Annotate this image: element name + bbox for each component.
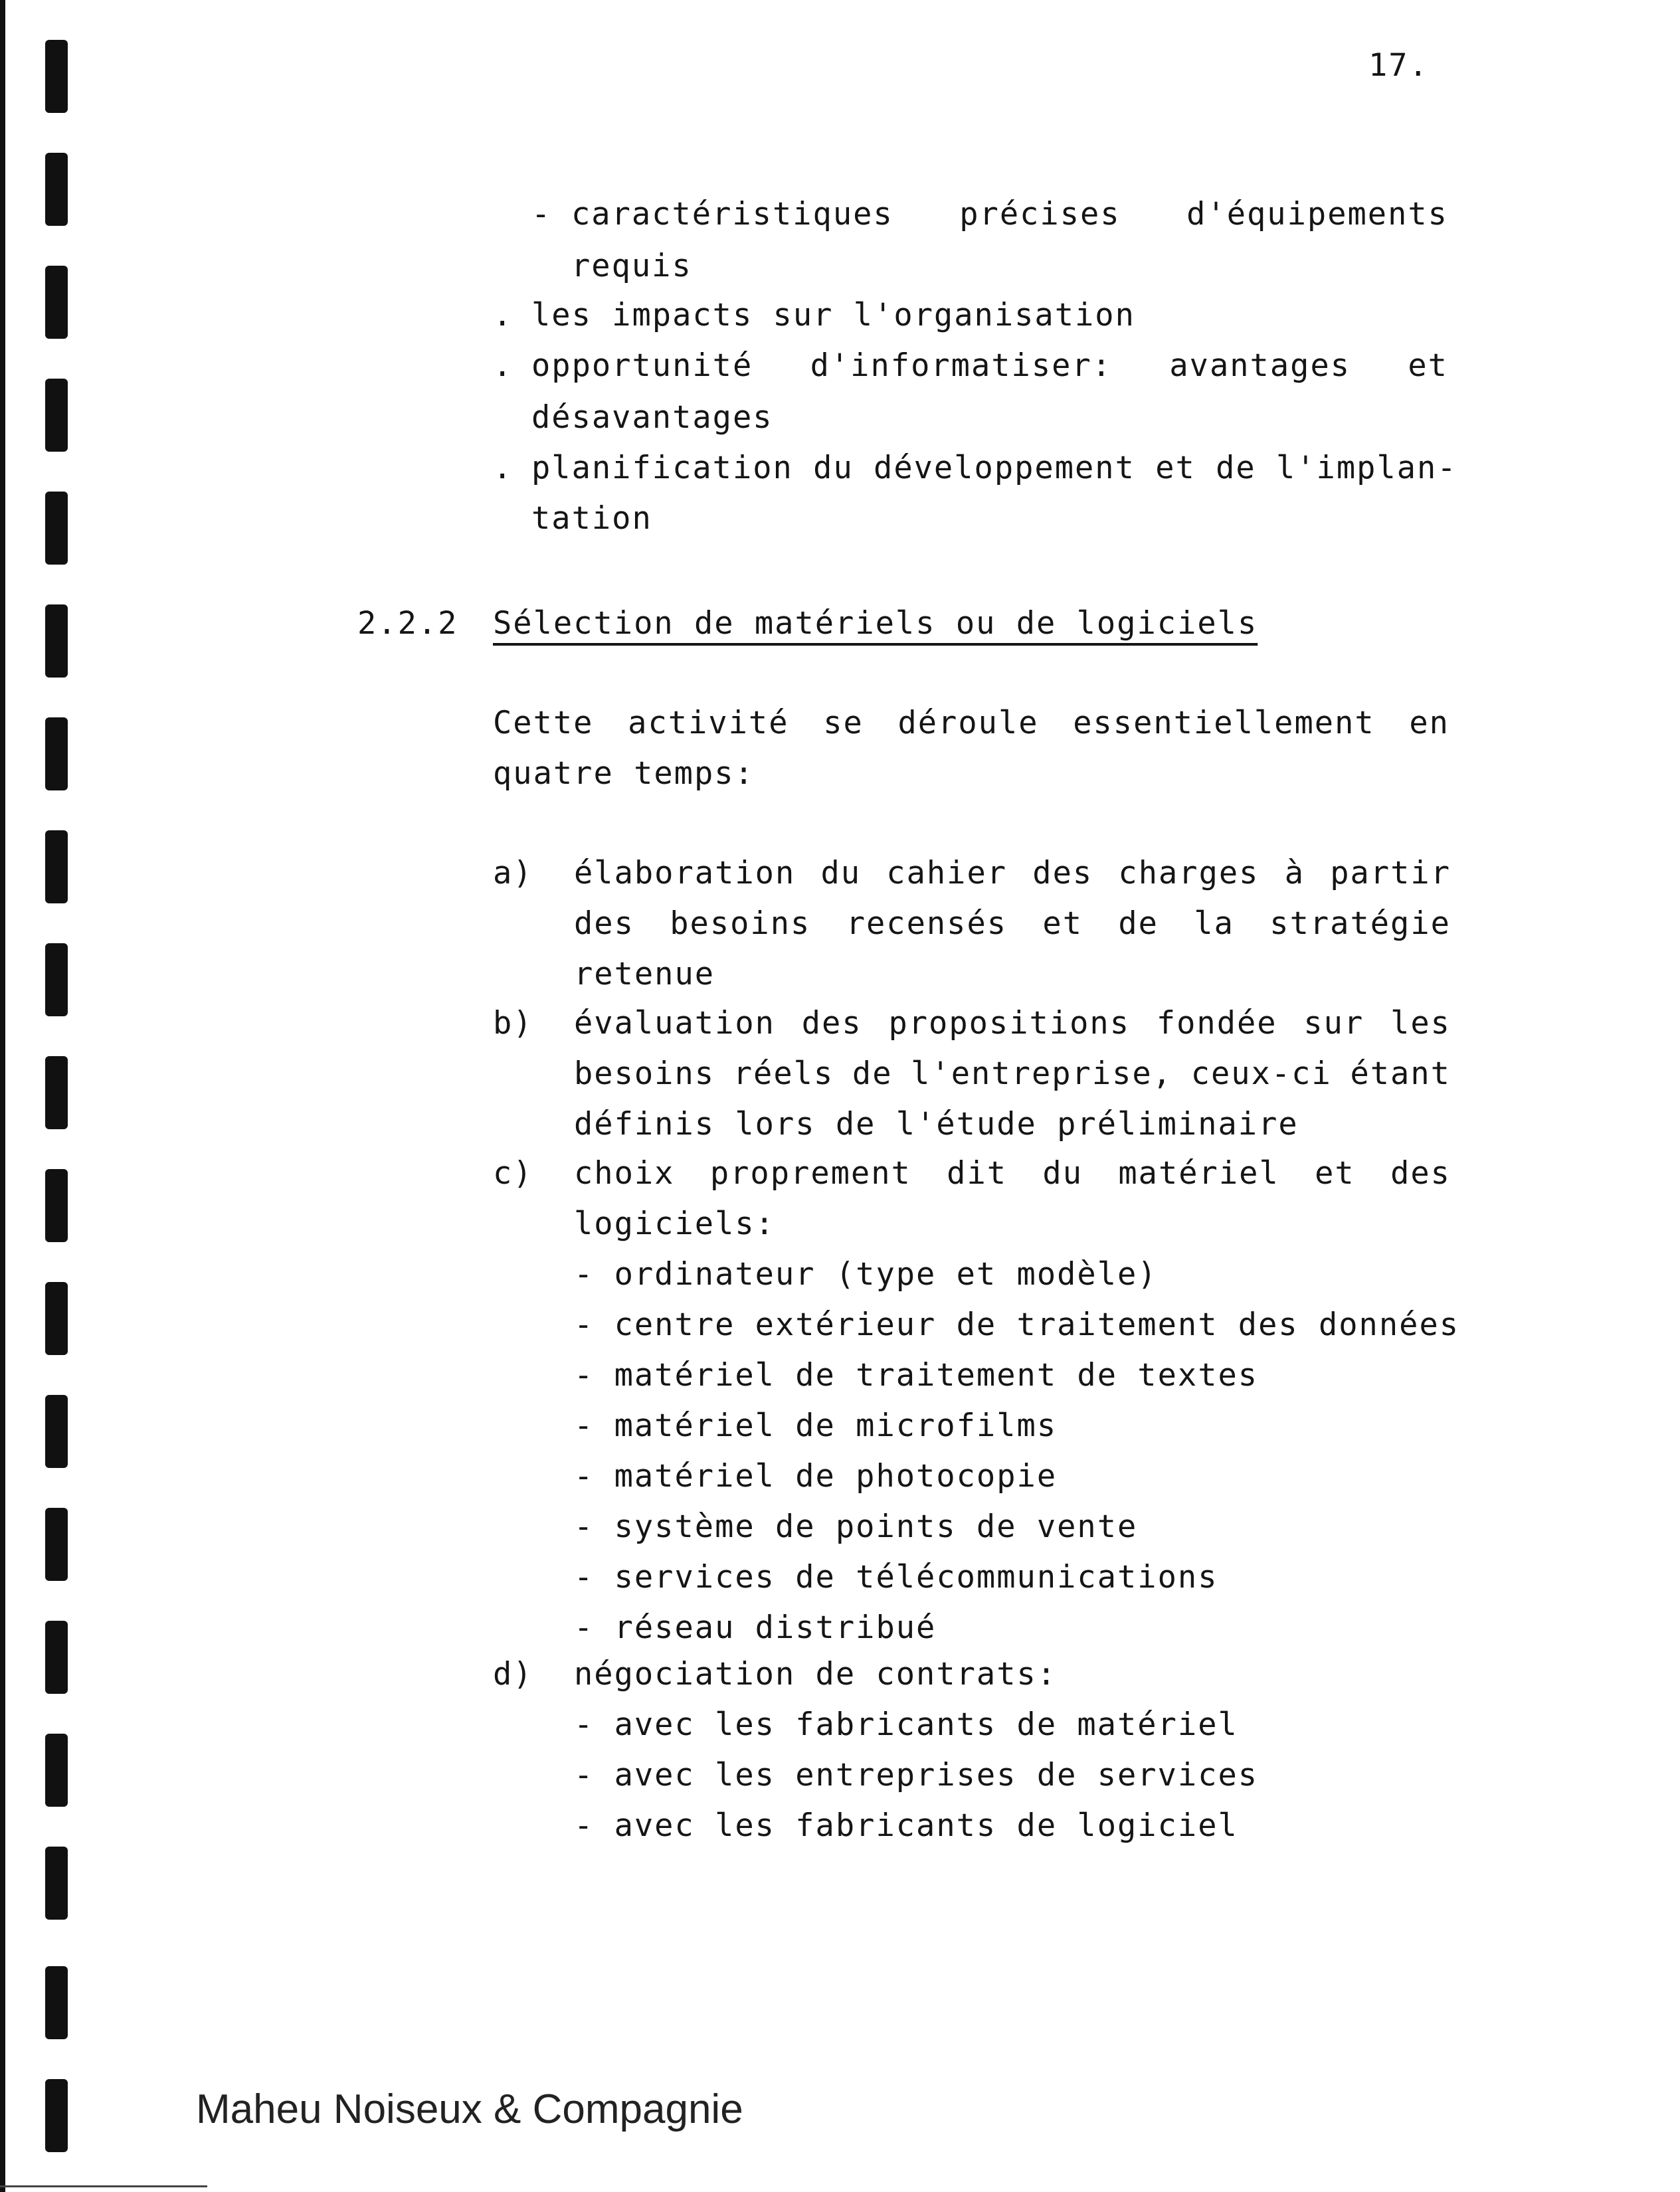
word: fondée — [1156, 1005, 1277, 1042]
item-label: c) — [493, 1155, 533, 1192]
word: élaboration — [574, 855, 796, 891]
item-line — [574, 1048, 1451, 1100]
binding-tab — [45, 379, 68, 452]
page-number: 17. — [1368, 47, 1429, 84]
binding-tab — [45, 266, 68, 339]
word: déroule — [897, 705, 1039, 741]
list-bullet: . — [493, 450, 513, 486]
list-item-line — [531, 340, 1448, 392]
word: des — [1032, 855, 1093, 891]
list-item-line: les impacts sur l'organisation — [531, 297, 1135, 333]
list-item-line — [571, 189, 1448, 240]
word: essentiellement — [1073, 705, 1375, 741]
item-line: logiciels: — [574, 1206, 775, 1242]
binding-tab — [45, 1508, 68, 1581]
intro-line: quatre temps: — [493, 755, 755, 792]
word: et — [1315, 1155, 1355, 1192]
sub-item: - avec les fabricants de matériel — [574, 1706, 1238, 1743]
word: propositions — [888, 1005, 1131, 1042]
list-item-line: tation — [531, 500, 652, 537]
binding-tab — [45, 1395, 68, 1468]
item-line — [574, 1148, 1451, 1200]
sub-item: - avec les fabricants de logiciel — [574, 1807, 1238, 1844]
item-line — [574, 848, 1451, 899]
word: opportunité — [531, 347, 753, 384]
word: charges — [1118, 855, 1260, 891]
sub-item: - système de points de vente — [574, 1508, 1138, 1545]
binding-tab — [45, 40, 68, 113]
word: du — [820, 855, 862, 891]
word: du — [1042, 1155, 1083, 1192]
binding-tab — [45, 1966, 68, 2039]
word: partir — [1330, 855, 1451, 891]
sub-item: - centre extérieur de traitement des données — [574, 1307, 1460, 1343]
item-label: a) — [493, 855, 533, 891]
word: et — [1042, 905, 1083, 942]
word: caractéristiques — [571, 196, 893, 232]
section-number: 2.2.2 — [357, 605, 458, 642]
binding-tab — [45, 830, 68, 903]
binding-tab — [45, 1734, 68, 1807]
binding-tab — [45, 717, 68, 790]
word: besoins — [574, 1055, 715, 1092]
word: se — [823, 705, 864, 741]
item-label: d) — [493, 1656, 533, 1692]
word: évaluation — [574, 1005, 775, 1042]
word: sur — [1303, 1005, 1364, 1042]
footer-rule — [0, 2185, 207, 2187]
word: activité — [628, 705, 789, 741]
word: de — [852, 1055, 893, 1092]
list-bullet: . — [493, 297, 513, 333]
word: et — [1408, 347, 1448, 384]
word: d'informatiser: — [810, 347, 1113, 384]
binding-tab — [45, 1056, 68, 1129]
binding-tab — [45, 943, 68, 1016]
word: les — [1390, 1005, 1451, 1042]
sub-item: - réseau distribué — [574, 1609, 937, 1646]
word: réels — [733, 1055, 834, 1092]
sub-item: - services de télécommunications — [574, 1559, 1218, 1596]
sub-item: - matériel de photocopie — [574, 1458, 1058, 1495]
list-item-line: désavantages — [531, 399, 773, 436]
list-bullet: - — [531, 196, 552, 232]
word: ceux-ci — [1190, 1055, 1332, 1092]
item-line — [574, 998, 1451, 1050]
binding-tab — [45, 1847, 68, 1920]
sub-item: - matériel de microfilms — [574, 1408, 1058, 1444]
word: proprement — [709, 1155, 911, 1192]
sub-item: - matériel de traitement de textes — [574, 1357, 1259, 1394]
section-title: Sélection de matériels ou de logiciels — [493, 605, 1258, 642]
word: dit — [947, 1155, 1008, 1192]
word: l'entreprise, — [911, 1055, 1173, 1092]
intro-line — [493, 697, 1449, 749]
item-line: négociation de contrats: — [574, 1656, 1058, 1692]
binding-tab — [45, 1282, 68, 1355]
word: cahier — [886, 855, 1008, 891]
word: choix — [574, 1155, 675, 1192]
word: besoins — [670, 905, 811, 942]
binding-tab — [45, 1169, 68, 1242]
word: de — [1118, 905, 1159, 942]
list-item-line: planification du développement et de l'implan- — [531, 450, 1457, 486]
word: stratégie — [1269, 905, 1451, 942]
word: des — [574, 905, 634, 942]
item-line: définis lors de l'étude préliminaire — [574, 1106, 1299, 1142]
word: des — [1390, 1155, 1451, 1192]
binding-edge — [0, 0, 5, 2192]
word: étant — [1350, 1055, 1451, 1092]
word: recensés — [846, 905, 1008, 942]
word: Cette — [493, 705, 594, 741]
word: des — [801, 1005, 862, 1042]
word: en — [1409, 705, 1449, 741]
word: d'équipements — [1186, 196, 1448, 232]
sub-item: - ordinateur (type et modèle) — [574, 1256, 1158, 1293]
item-line: retenue — [574, 956, 715, 992]
footer-firm-name: Maheu Noiseux & Compagnie — [196, 2086, 743, 2132]
word: la — [1194, 905, 1234, 942]
word: matériel — [1118, 1155, 1279, 1192]
word: avantages — [1169, 347, 1351, 384]
word: précises — [959, 196, 1121, 232]
binding-tab — [45, 604, 68, 678]
list-bullet: . — [493, 347, 513, 384]
item-label: b) — [493, 1005, 533, 1042]
list-item-line: requis — [571, 248, 692, 284]
binding-tab — [45, 492, 68, 565]
binding-tab — [45, 153, 68, 226]
sub-item: - avec les entreprises de services — [574, 1757, 1259, 1793]
word: à — [1284, 855, 1305, 891]
item-line — [574, 898, 1451, 950]
binding-tab — [45, 1621, 68, 1694]
binding-tab — [45, 2079, 68, 2152]
